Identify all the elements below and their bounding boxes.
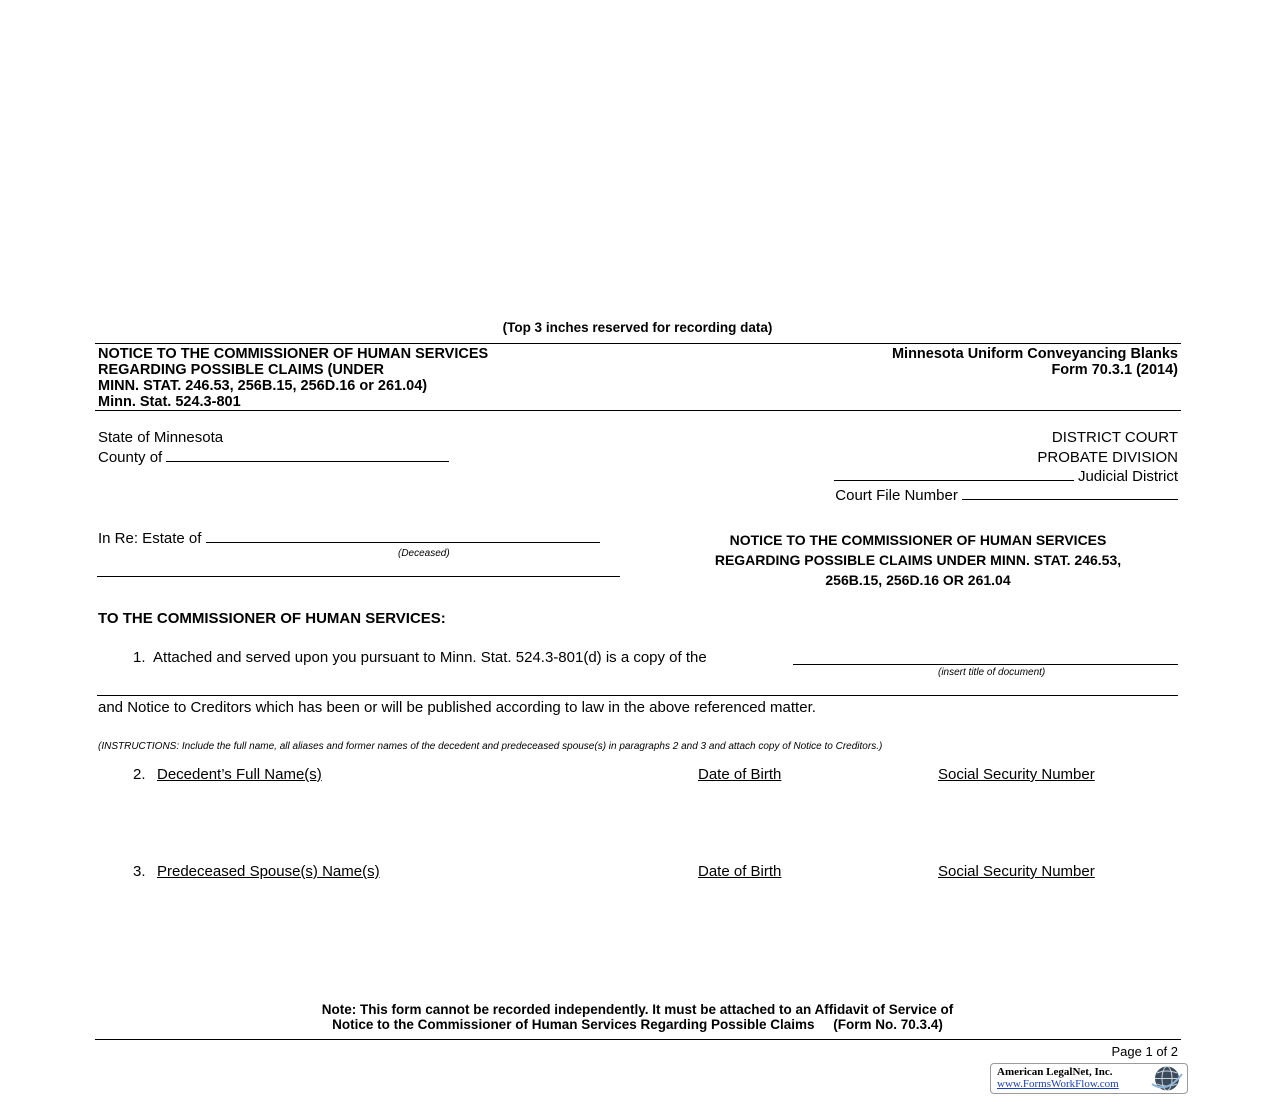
page-number: Page 1 of 2 <box>1111 1044 1178 1059</box>
footer-note-line-1: Note: This form cannot be recorded independently. It must be attached to an Affidavit of Service of <box>321 1002 954 1017</box>
logo-company: American LegalNet, Inc. <box>997 1066 1113 1078</box>
court-file-row <box>835 487 1178 504</box>
document-title-caption: (insert title of document) <box>938 667 1046 678</box>
decedent-dob-column: Date of Birth <box>698 766 782 783</box>
form-series-title: Minnesota Uniform Conveyancing Blanks <box>891 346 1178 362</box>
notice-title <box>658 530 1178 590</box>
estate-name-field[interactable] <box>206 542 600 543</box>
header-bottom-rule <box>95 410 1181 411</box>
document-title-continuation-field[interactable] <box>97 695 1178 696</box>
header-left-line-1: NOTICE TO THE COMMISSIONER OF HUMAN SERVICES <box>98 346 489 362</box>
deceased-caption: (Deceased) <box>398 548 450 559</box>
header-left-line-2: REGARDING POSSIBLE CLAIMS (UNDER <box>98 362 384 378</box>
header-top-rule <box>95 343 1181 344</box>
footer-rule <box>95 1039 1181 1040</box>
para-1-text: Attached and served upon you pursuant to Minn. Stat. 524.3-801(d) is a copy of the <box>153 649 707 666</box>
probate-division-label: PROBATE DIVISION <box>1037 449 1178 466</box>
footer-note-line-2: Notice to the Commissioner of Human Services Regarding Possible Claims (Form No. 70.3.4) <box>332 1017 943 1032</box>
notice-title-line-1: NOTICE TO THE COMMISSIONER OF HUMAN SERVICES <box>729 532 1107 548</box>
decedent-ssn-column: Social Security Number <box>938 766 1095 783</box>
judicial-district-row <box>834 468 1178 485</box>
globe-icon <box>1149 1064 1185 1093</box>
judicial-district-field[interactable] <box>834 480 1074 481</box>
form-number: Form 70.3.1 (2014) <box>1051 362 1178 378</box>
header-right <box>892 346 1178 378</box>
notice-title-line-2: REGARDING POSSIBLE CLAIMS UNDER MINN. STAT. 246.53, <box>714 552 1122 568</box>
decedent-name-column: Decedent’s Full Name(s) <box>157 766 322 783</box>
footer-note <box>0 1002 1275 1032</box>
county-field[interactable] <box>166 461 449 462</box>
estate-row <box>98 530 600 547</box>
logo-url[interactable]: www.FormsWorkFlow.com <box>997 1078 1119 1090</box>
para-1-number: 1. <box>133 649 146 666</box>
spouse-ssn-column: Social Security Number <box>938 863 1095 880</box>
notice-title-line-3: 256B.15, 256D.16 OR 261.04 <box>825 572 1011 588</box>
para-1-continuation: and Notice to Creditors which has been or will be published according to law in the above referenced matter. <box>98 699 816 716</box>
estate-second-line-field[interactable] <box>97 576 620 577</box>
judicial-district-label: Judicial District <box>1077 468 1178 485</box>
county-label: County of <box>98 449 163 466</box>
spouse-name-column: Predeceased Spouse(s) Name(s) <box>157 863 380 880</box>
estate-label: In Re: Estate of <box>98 530 202 547</box>
american-legalnet-logo[interactable] <box>990 1063 1188 1094</box>
spouse-dob-column: Date of Birth <box>698 863 782 880</box>
court-file-number-field[interactable] <box>962 499 1178 500</box>
header-left-line-4: Minn. Stat. 524.3-801 <box>98 394 241 410</box>
county-row <box>98 449 449 466</box>
recording-note: (Top 3 inches reserved for recording data) <box>502 320 773 335</box>
para-2-number: 2. <box>133 766 146 783</box>
header-left <box>98 346 488 410</box>
salutation: TO THE COMMISSIONER OF HUMAN SERVICES: <box>98 610 446 627</box>
district-court-label: DISTRICT COURT <box>1051 429 1178 446</box>
state-label: State of Minnesota <box>98 429 224 446</box>
document-title-field[interactable] <box>793 664 1178 665</box>
header-left-line-3: MINN. STAT. 246.53, 256B.15, 256D.16 or 261.04) <box>98 378 428 394</box>
court-file-label: Court File Number <box>835 487 958 504</box>
instructions: (INSTRUCTIONS: Include the full name, all aliases and former names of the decedent and predeceased spouse(s) in paragraphs 2 and 3 and attach copy of Notice to Creditors.) <box>98 741 883 752</box>
para-1-row <box>133 649 707 666</box>
para-3-number: 3. <box>133 863 146 880</box>
